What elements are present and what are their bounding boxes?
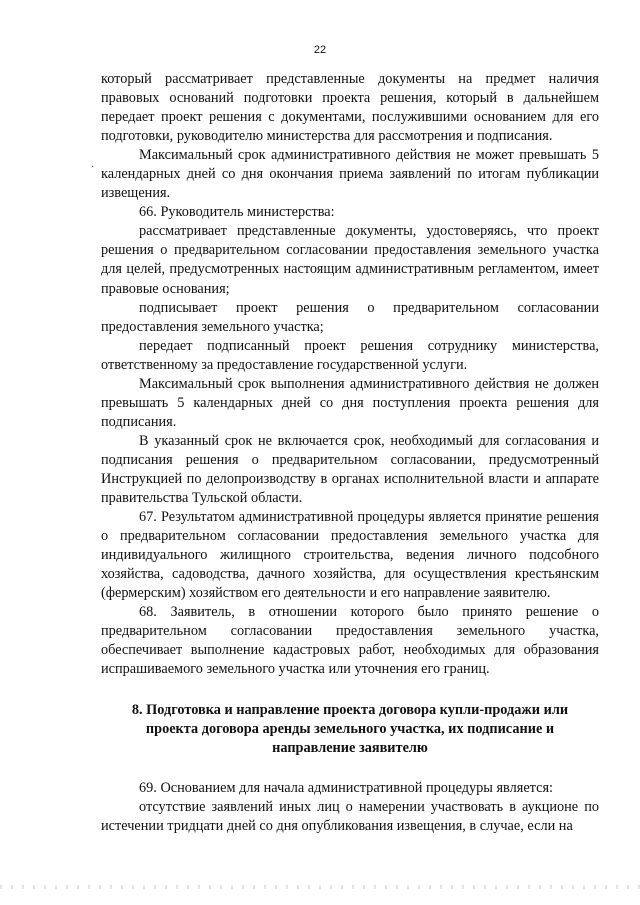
paragraph: 68. Заявитель, в отношении которого было принято решение о предварительном согласовании предоставления земельного участка, обеспечивает выполнение кадастровых работ, необходимых для образования испрашиваемого земельного участка или уточнения его границ.	[101, 604, 599, 678]
paragraph: подписывает проект решения о предварительном согласовании предоставления земельного участка;	[101, 299, 599, 335]
paragraph: В указанный срок не включается срок, необходимый для согласования и подписания решения о предварительном согласовании, предусмотренный Инструкцией по делопроизводству в органах исполнительной власти и аппарате правительства Тульской области.	[101, 432, 599, 507]
section-heading: 8. Подготовка и направление проекта договора купли-продажи или проекта договора аренды земельного участка, их подписание и направление заявителю	[131, 701, 569, 756]
paragraph: рассматривает представленные документы, удостоверяясь, что проект решения о предварительном согласовании предоставления земельного участка для целей, предусмотренных настоящим административным регламентом, имеет правовые основания;	[101, 223, 599, 297]
page-number: 22	[313, 44, 327, 56]
paragraph: отсутствие заявлений иных лиц о намерении участвовать в аукционе по истечении тридцати дней со дня опубликования извещения, в случае, если на	[101, 798, 599, 834]
paragraph: 66. Руководитель министерства:	[139, 204, 335, 221]
paragraph: Максимальный срок выполнения административного действия не должен превышать 5 календарных дней со дня поступления проекта решения для подписания.	[101, 375, 599, 430]
paragraph: 67. Результатом административной процедуры является принятие решения о предварительном согласовании предоставления земельного участка для индивидуального жилищного строительства, ведения личного подсобного хозяйства, садоводства, дачного хозяйства, для осуществления крестьянским (фермерским) хозяйством его деятельности и его направление заявителю.	[101, 509, 599, 602]
margin-mark: ·	[91, 162, 95, 173]
paragraph: который рассматривает представленные документы на предмет наличия правовых оснований подготовки проекта решения, который в дальнейшем передает проект решения с документами, послужившими основанием для его подготовки, руководителю министерства для рассмотрения и подписания.	[101, 71, 599, 145]
scan-artifact	[0, 885, 640, 889]
paragraph: 69. Основанием для начала административной процедуры является:	[139, 779, 553, 796]
document-body	[101, 70, 599, 836]
paragraph: Максимальный срок административного действия не может превышать 5 календарных дней со дня окончания приема заявлений по итогам публикации извещения.	[101, 147, 599, 202]
paragraph: передает подписанный проект решения сотруднику министерства, ответственному за предоставление государственной услуги.	[101, 337, 599, 373]
